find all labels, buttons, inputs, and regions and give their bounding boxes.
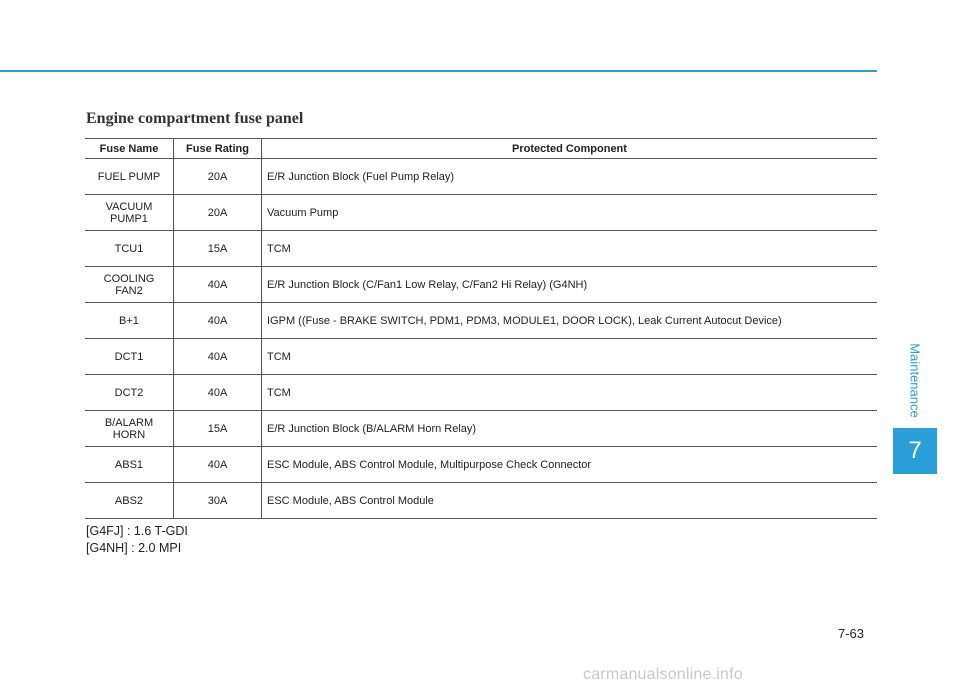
table-row — [85, 483, 877, 519]
protected-component-cell: E/R Junction Block (C/Fan1 Low Relay, C/Fan2 Hi Relay) (G4NH) — [262, 267, 878, 303]
protected-component-cell: E/R Junction Block (B/ALARM Horn Relay) — [262, 411, 878, 447]
fuse-rating-cell: 40A — [174, 339, 262, 375]
fuse-name-cell: DCT2 — [85, 375, 174, 411]
fuse-rating-cell: 40A — [174, 267, 262, 303]
table-row — [85, 159, 877, 195]
fuse-rating-cell: 20A — [174, 195, 262, 231]
fuse-rating-cell: 20A — [174, 159, 262, 195]
chapter-tab: 7 — [893, 428, 937, 474]
protected-component-cell: TCM — [262, 339, 878, 375]
table-row — [85, 267, 877, 303]
fuse-name-cell: B+1 — [85, 303, 174, 339]
fuse-name-cell: FUEL PUMP — [85, 159, 174, 195]
fuse-name-cell: ABS2 — [85, 483, 174, 519]
protected-component-cell: TCM — [262, 375, 878, 411]
table-row — [85, 411, 877, 447]
protected-component-cell: IGPM ((Fuse - BRAKE SWITCH, PDM1, PDM3, MODULE1, DOOR LOCK), Leak Current Autocut Device) — [262, 303, 878, 339]
header-fuse-rating: Fuse Rating — [174, 139, 262, 159]
table-row — [85, 231, 877, 267]
engine-notes — [86, 523, 188, 557]
fuse-name-cell: VACUUM PUMP1 — [85, 195, 174, 231]
engine-note: [G4FJ] : 1.6 T-GDI — [86, 524, 188, 538]
fuse-rating-cell: 15A — [174, 231, 262, 267]
protected-component-cell: Vacuum Pump — [262, 195, 878, 231]
fuse-name-cell: ABS1 — [85, 447, 174, 483]
table-row — [85, 339, 877, 375]
top-divider — [0, 70, 877, 72]
header-protected-component: Protected Component — [262, 139, 878, 159]
protected-component-cell: E/R Junction Block (Fuel Pump Relay) — [262, 159, 878, 195]
page-number: 7-63 — [838, 626, 865, 641]
fuse-rating-cell: 15A — [174, 411, 262, 447]
engine-note: [G4NH] : 2.0 MPI — [86, 541, 182, 555]
table-row — [85, 447, 877, 483]
section-side-label — [895, 330, 935, 430]
side-label-text: Maintenance — [907, 342, 923, 418]
header-fuse-name: Fuse Name — [85, 139, 174, 159]
table-row — [85, 195, 877, 231]
fuse-name-cell: DCT1 — [85, 339, 174, 375]
protected-component-cell: ESC Module, ABS Control Module — [262, 483, 878, 519]
fuse-rating-cell: 30A — [174, 483, 262, 519]
fuse-rating-cell: 40A — [174, 303, 262, 339]
fuse-name-cell: B/ALARM HORN — [85, 411, 174, 447]
fuse-rating-cell: 40A — [174, 447, 262, 483]
protected-component-cell: ESC Module, ABS Control Module, Multipurpose Check Connector — [262, 447, 878, 483]
table-row — [85, 303, 877, 339]
section-title: Engine compartment fuse panel — [86, 110, 304, 127]
fuse-name-cell: TCU1 — [85, 231, 174, 267]
fuse-name-cell: COOLING FAN2 — [85, 267, 174, 303]
fuse-table — [85, 138, 877, 519]
table-header-row — [85, 139, 877, 159]
protected-component-cell: TCM — [262, 231, 878, 267]
table-row — [85, 375, 877, 411]
fuse-rating-cell: 40A — [174, 375, 262, 411]
watermark: carmanualsonline.info — [583, 666, 743, 683]
